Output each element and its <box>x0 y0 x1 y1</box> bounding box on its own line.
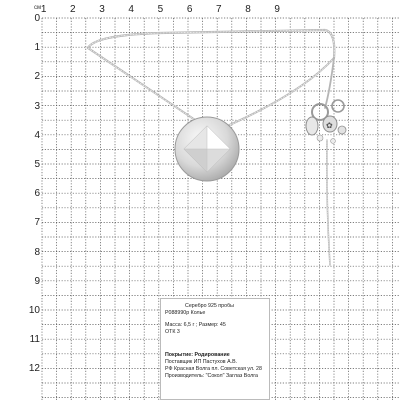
ruler-tick-top: 9 <box>274 4 280 15</box>
ruler-tick-top: 6 <box>186 4 193 15</box>
round-pendant <box>175 117 239 181</box>
ruler-tick-top: 8 <box>245 4 251 15</box>
label-supplier: Поставщик ИП Пастухов А.В. <box>165 358 238 365</box>
ruler-tick-left: 6 <box>34 188 40 200</box>
label-coating: Покрытие: Родирование <box>165 351 230 358</box>
ruler-tick-left: 2 <box>34 71 40 83</box>
ruler-tick-left: 11 <box>29 334 40 346</box>
ruler-unit: см <box>34 5 42 11</box>
product-label <box>160 298 270 400</box>
ruler-tick-left: 3 <box>34 100 40 112</box>
ruler-tick-top: 3 <box>99 4 105 15</box>
ruler-tick-left: 9 <box>34 275 40 287</box>
ruler-tick-left: 1 <box>34 42 40 54</box>
ruler-tick-left: 12 <box>28 363 40 375</box>
clasp-charms <box>306 100 346 143</box>
ruler-tick-left: 0 <box>34 13 40 24</box>
label-weight-size: Масса: 6,5 г ; Размер: 45 <box>165 322 226 329</box>
ruler-tick-top: 2 <box>70 4 76 15</box>
ruler-tick-left: 4 <box>34 129 40 141</box>
ruler-tick-top: 4 <box>128 4 134 15</box>
label-qc: ОТК 3 <box>165 329 180 336</box>
svg-text:✿: ✿ <box>326 121 333 130</box>
ruler-tick-left: 5 <box>34 159 40 170</box>
ruler-tick-top: 1 <box>40 4 47 15</box>
ruler-tick-left: 10 <box>28 305 40 316</box>
ruler-tick-top: 5 <box>157 4 164 15</box>
label-material: Серебро 925 пробы <box>185 303 234 309</box>
ruler-tick-left: 7 <box>34 217 40 229</box>
label-address: РФ Красная Волга пл. Советская ул. 28 <box>165 365 262 372</box>
ruler-tick-left: 8 <box>34 246 40 258</box>
label-manufacturer: Производитель: "Сокол" Заглаз Волга <box>165 372 259 379</box>
ruler-tick-top: 7 <box>216 4 222 15</box>
label-article: P088990p Колье <box>165 310 206 317</box>
